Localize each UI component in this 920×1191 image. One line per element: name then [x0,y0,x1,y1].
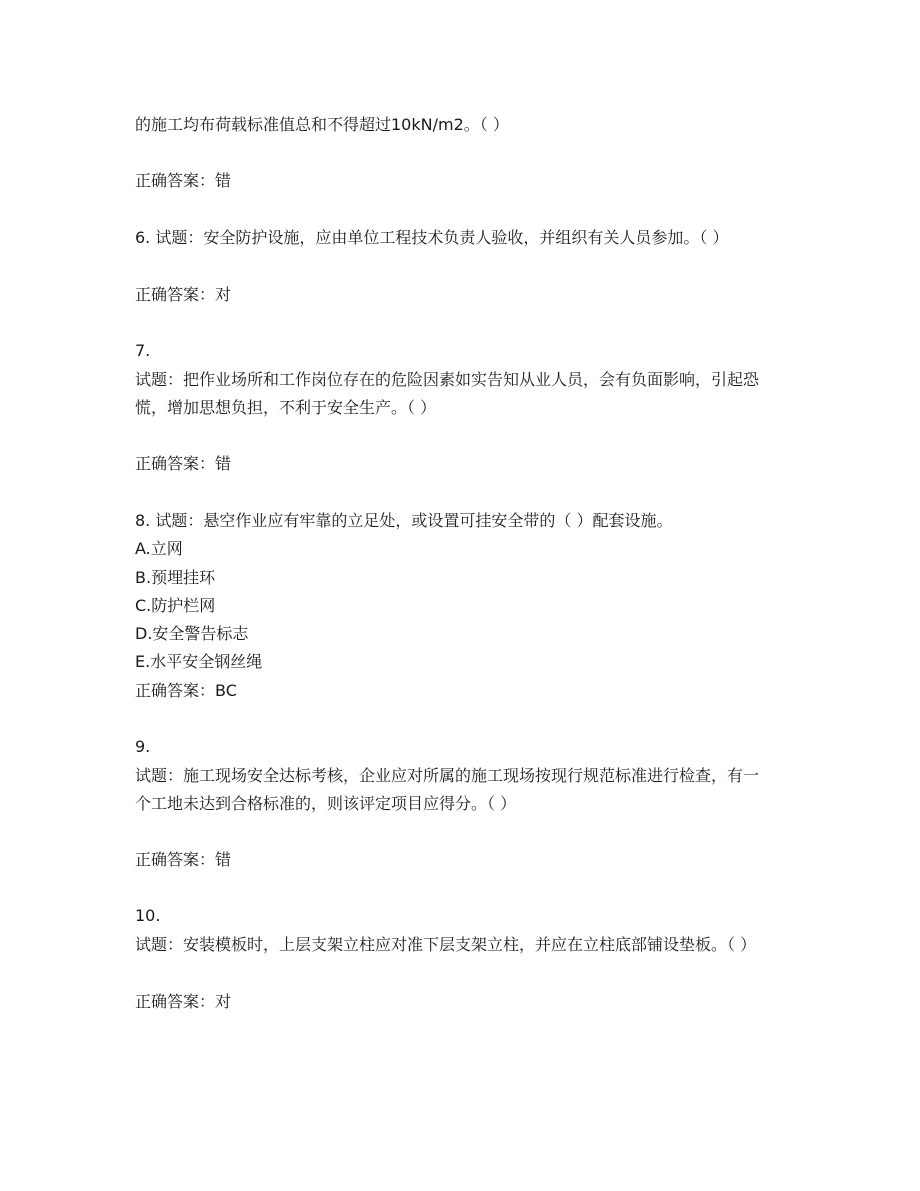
answer-value: 错 [215,171,232,190]
question-continuation: 的施工均布荷载标准值总和不得超过10kN/m2。（ ） [135,115,509,134]
q7-text-line1: 试题：把作业场所和工作岗位存在的危险因素如实告知从业人员，会有负面影响，引起恐 [135,370,760,389]
answer-value: 错 [215,850,232,869]
q7-text-line2: 慌，增加思想负担，不利于安全生产。（ ） [135,398,437,417]
q10-answer [135,992,231,1012]
answer-label: 正确答案： [135,171,216,190]
answer-label: 正确答案： [135,850,216,869]
answer-value: 错 [215,454,232,473]
q9-answer [135,850,231,870]
q8-text: 8. 试题：悬空作业应有牢靠的立足处，或设置可挂安全带的（ ）配套设施。 [135,511,673,530]
q8-option-c: C.防护栏网 [135,596,216,615]
q8-option-e: E.水平安全钢丝绳 [135,652,263,671]
q7-number: 7. [135,341,151,360]
q9-text-line2: 个工地未达到合格标准的，则该评定项目应得分。（ ） [135,794,517,813]
answer-value: 对 [215,992,232,1011]
q10-text: 试题：安装模板时，上层支架立柱应对准下层支架立柱，并应在立柱底部铺设垫板。（ ） [135,935,757,954]
q8-answer [135,681,237,701]
q6-answer [135,285,231,305]
q8-option-b: B.预埋挂环 [135,568,216,587]
answer-value: 对 [215,285,232,304]
answer-label: 正确答案： [135,992,216,1011]
q9-text-line1: 试题：施工现场安全达标考核，企业应对所属的施工现场按现行规范标准进行检查，有一 [135,766,760,785]
answer-prev [135,171,231,191]
q10-number: 10. [135,906,161,925]
q8-option-a: A.立网 [135,539,183,558]
answer-value: BC [215,681,237,700]
q7-answer [135,454,231,474]
answer-label: 正确答案： [135,285,216,304]
q8-option-d: D.安全警告标志 [135,624,249,643]
q9-number: 9. [135,737,151,756]
answer-label: 正确答案： [135,681,216,700]
q6-text: 6. 试题：安全防护设施，应由单位工程技术负责人验收，并组织有关人员参加。（ ） [135,228,729,247]
answer-label: 正确答案： [135,454,216,473]
